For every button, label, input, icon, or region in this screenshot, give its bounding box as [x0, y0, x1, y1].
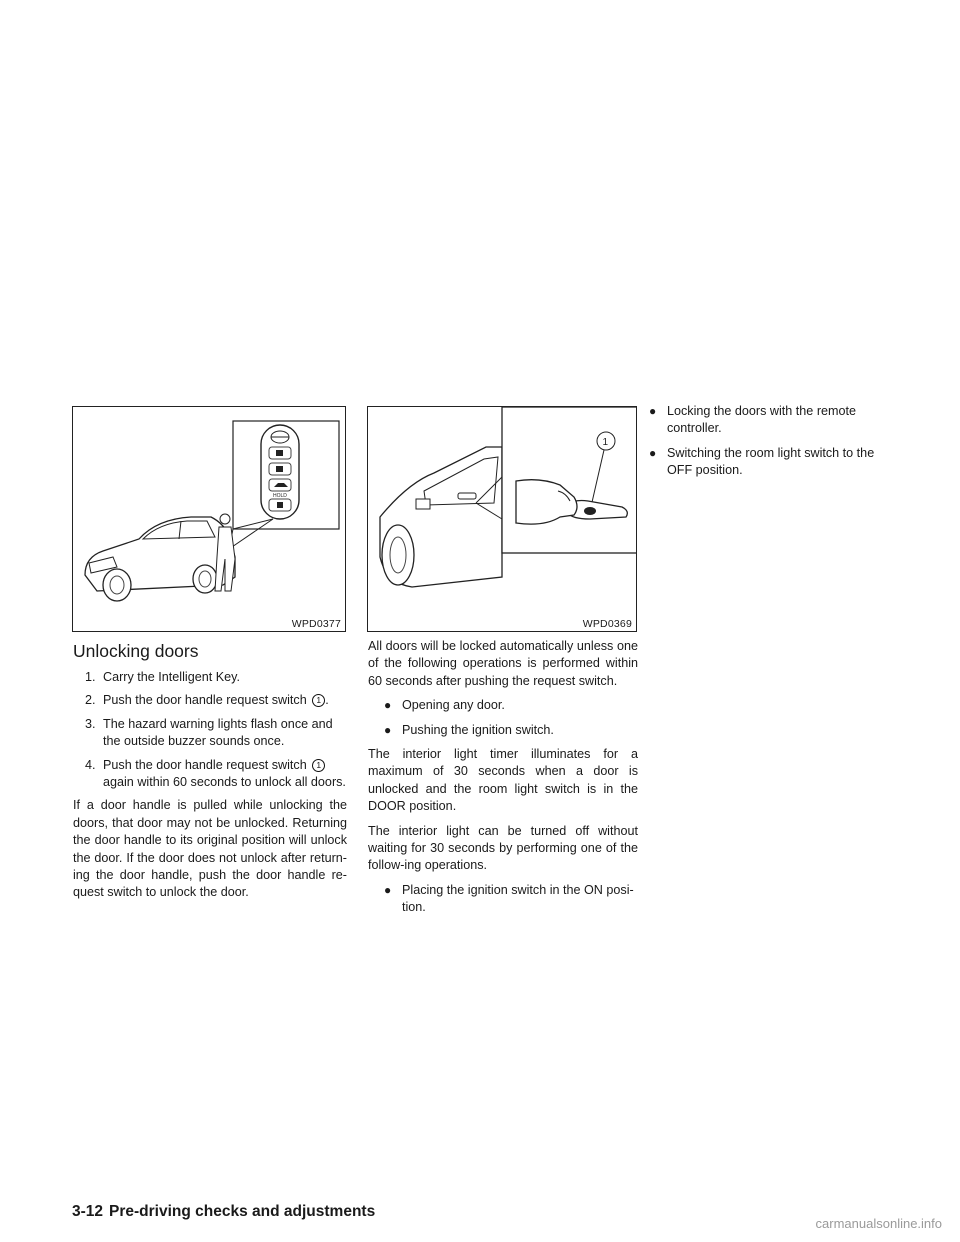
step-text: The hazard warning lights flash once and the outside buzzer sounds once. [103, 716, 333, 749]
right-column [649, 403, 889, 487]
bullet-item [368, 722, 638, 739]
step-2 [73, 692, 347, 709]
bullet-text: Switching the room light switch to the OFF position. [667, 445, 875, 478]
bullet-icon: ● [649, 445, 657, 460]
step-text: Push the door handle request switch [103, 693, 307, 708]
bullet-text: Opening any door. [402, 698, 505, 713]
step-3 [73, 716, 347, 751]
callout-1: 1 [602, 437, 609, 448]
bullet-icon: ● [384, 882, 392, 897]
step-1 [73, 669, 347, 686]
door-handle-illustration [368, 407, 637, 632]
bullet-text: Placing the ignition switch in the ON posi-tion. [402, 882, 634, 915]
bullet-item [649, 403, 889, 438]
figure-door-handle [367, 406, 637, 632]
bullet-text: Locking the doors with the remote controller. [667, 404, 857, 436]
watermark: carmanualsonline.info [815, 1216, 942, 1231]
callout-ref: 1 [312, 694, 325, 707]
chapter-title: Pre-driving checks and adjustments [109, 1203, 376, 1220]
hold-label: HOLD [273, 493, 287, 499]
paragraph-auto-lock: All doors will be locked automatically unless one of the following operations is performed within 60 seconds after pushing the request switch. [368, 639, 638, 688]
left-column [73, 669, 347, 909]
bullet-text: Pushing the ignition switch. [402, 722, 554, 737]
step-number: 1. [85, 670, 96, 684]
step-text-after: . [325, 693, 329, 708]
section-title: Unlocking doors [73, 641, 199, 661]
bullet-icon: ● [384, 722, 392, 737]
figure-intelligent-key [72, 406, 346, 632]
page-footer [72, 1203, 375, 1221]
page-number: 3-12 [72, 1203, 104, 1220]
step-number: 2. [85, 693, 96, 708]
callout-ref: 1 [312, 759, 325, 772]
figure-code: WPD0369 [582, 618, 632, 630]
bullet-item [368, 882, 638, 917]
paragraph-light-off: The interior light can be turned off without waiting for 30 seconds by performing one of the follow-ing operations. [368, 823, 638, 873]
car-key-illustration [73, 407, 346, 632]
bullet-item [649, 445, 889, 480]
step-number: 4. [85, 757, 96, 772]
bullet-icon: ● [649, 404, 657, 418]
bullet-item [368, 697, 638, 714]
step-text: Push the door handle request switch [103, 757, 307, 772]
bullet-icon: ● [384, 698, 392, 713]
paragraph-light-timer: The interior light timer illuminates for a maximum of 30 seconds when a door is unlocked and the room light switch is in the DOOR position. [368, 747, 638, 814]
figure-code: WPD0377 [291, 618, 341, 630]
paragraph-door-pull: If a door handle is pulled while unlocking the doors, that door may not be unlocked. Returning the door handle to its original position will unlock the door. If the door does not unlock after return-ing the door handle, push the door handle re-quest switch to unlock the door. [73, 798, 347, 900]
step-text: Carry the Intelligent Key. [103, 670, 240, 684]
steps-list [73, 669, 347, 791]
middle-column [368, 638, 638, 924]
step-4 [73, 757, 347, 792]
step-text-after: again within 60 seconds to unlock all doors. [103, 775, 346, 790]
step-number: 3. [85, 716, 96, 731]
